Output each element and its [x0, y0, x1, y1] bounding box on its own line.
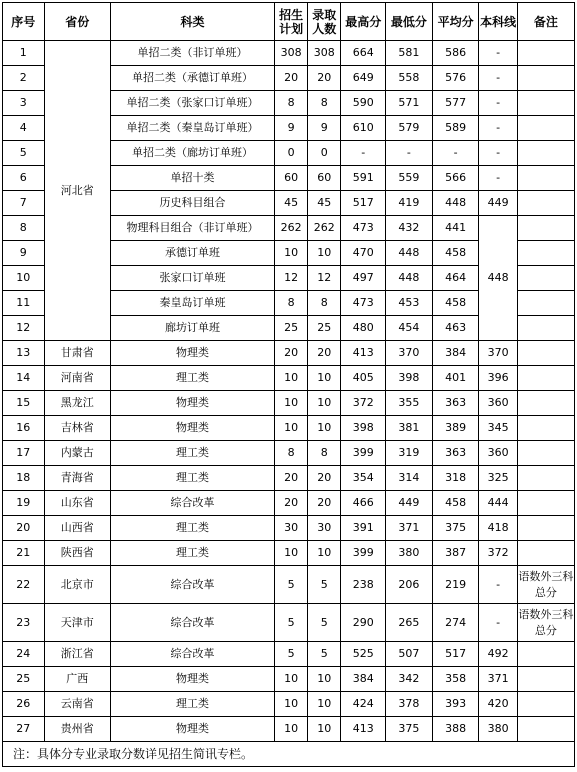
cell-index: 12: [3, 316, 45, 341]
cell-undergrad-line: 360: [479, 441, 517, 466]
cell-min-score: 559: [386, 166, 433, 191]
cell-min-score: 375: [386, 717, 433, 742]
cell-admitted: 20: [308, 466, 341, 491]
table-row: [3, 516, 575, 541]
cell-undergrad-line: -: [479, 141, 517, 166]
cell-remark: [517, 266, 574, 291]
cell-index: 3: [3, 91, 45, 116]
cell-min-score: 571: [386, 91, 433, 116]
cell-admitted: 20: [308, 341, 341, 366]
cell-undergrad-line: 360: [479, 391, 517, 416]
cell-avg-score: 358: [432, 667, 479, 692]
cell-admitted: 8: [308, 441, 341, 466]
cell-category: 单招二类（廊坊订单班）: [110, 141, 274, 166]
cell-max-score: 517: [341, 191, 386, 216]
cell-max-score: 649: [341, 66, 386, 91]
cell-undergrad-line: 449: [479, 191, 517, 216]
cell-undergrad-line: 444: [479, 491, 517, 516]
cell-index: 18: [3, 466, 45, 491]
cell-plan: 5: [274, 642, 307, 667]
cell-plan: 45: [274, 191, 307, 216]
cell-category: 物理类: [110, 717, 274, 742]
cell-undergrad-line: -: [479, 66, 517, 91]
cell-admitted: 10: [308, 391, 341, 416]
cell-max-score: 399: [341, 441, 386, 466]
cell-min-score: 449: [386, 491, 433, 516]
cell-category: 单招十类: [110, 166, 274, 191]
cell-admitted: 30: [308, 516, 341, 541]
cell-category: 承德订单班: [110, 241, 274, 266]
cell-plan: 262: [274, 216, 307, 241]
cell-undergrad-line: -: [479, 566, 517, 604]
cell-avg-score: 448: [432, 191, 479, 216]
cell-category: 物理类: [110, 667, 274, 692]
cell-max-score: 384: [341, 667, 386, 692]
cell-min-score: 370: [386, 341, 433, 366]
cell-avg-score: 576: [432, 66, 479, 91]
cell-remark: [517, 166, 574, 191]
cell-avg-score: -: [432, 141, 479, 166]
table-row: [3, 717, 575, 742]
cell-remark: [517, 441, 574, 466]
cell-undergrad-line: 371: [479, 667, 517, 692]
cell-undergrad-line: -: [479, 166, 517, 191]
cell-admitted: 10: [308, 667, 341, 692]
cell-min-score: 206: [386, 566, 433, 604]
cell-index: 27: [3, 717, 45, 742]
cell-undergrad-line: 420: [479, 692, 517, 717]
cell-remark: [517, 341, 574, 366]
cell-plan: 10: [274, 717, 307, 742]
cell-undergrad-line: 396: [479, 366, 517, 391]
cell-index: 20: [3, 516, 45, 541]
cell-plan: 20: [274, 341, 307, 366]
cell-index: 4: [3, 116, 45, 141]
cell-max-score: 424: [341, 692, 386, 717]
table-row: [3, 642, 575, 667]
cell-province: 北京市: [44, 566, 110, 604]
table-note: 注：具体分专业录取分数详见招生简讯专栏。: [3, 742, 575, 767]
cell-plan: 0: [274, 141, 307, 166]
cell-min-score: 432: [386, 216, 433, 241]
cell-category: 物理科目组合（非订单班）: [110, 216, 274, 241]
cell-min-score: 371: [386, 516, 433, 541]
cell-admitted: 5: [308, 604, 341, 642]
cell-remark: [517, 91, 574, 116]
cell-remark: [517, 541, 574, 566]
cell-max-score: 372: [341, 391, 386, 416]
cell-min-score: 419: [386, 191, 433, 216]
header-province: 省份: [44, 3, 110, 41]
cell-undergrad-line: -: [479, 91, 517, 116]
cell-min-score: 314: [386, 466, 433, 491]
header-plan: 招生计划: [274, 3, 307, 41]
cell-category: 理工类: [110, 692, 274, 717]
cell-max-score: -: [341, 141, 386, 166]
cell-province: 黑龙江: [44, 391, 110, 416]
cell-max-score: 238: [341, 566, 386, 604]
cell-province: 天津市: [44, 604, 110, 642]
header-remark: 备注: [517, 3, 574, 41]
cell-plan: 12: [274, 266, 307, 291]
table-row: [3, 491, 575, 516]
cell-avg-score: 384: [432, 341, 479, 366]
cell-max-score: 413: [341, 717, 386, 742]
note-row: [3, 742, 575, 767]
cell-plan: 10: [274, 667, 307, 692]
cell-admitted: 10: [308, 692, 341, 717]
cell-avg-score: 219: [432, 566, 479, 604]
cell-max-score: 413: [341, 341, 386, 366]
cell-category: 单招二类（秦皇岛订单班）: [110, 116, 274, 141]
cell-province: 吉林省: [44, 416, 110, 441]
cell-category: 综合改革: [110, 642, 274, 667]
table-row: [3, 566, 575, 604]
cell-index: 22: [3, 566, 45, 604]
cell-max-score: 610: [341, 116, 386, 141]
cell-remark: [517, 241, 574, 266]
cell-max-score: 590: [341, 91, 386, 116]
cell-max-score: 399: [341, 541, 386, 566]
cell-plan: 8: [274, 441, 307, 466]
cell-min-score: 381: [386, 416, 433, 441]
cell-admitted: 60: [308, 166, 341, 191]
cell-category: 单招二类（张家口订单班）: [110, 91, 274, 116]
cell-min-score: 453: [386, 291, 433, 316]
cell-max-score: 470: [341, 241, 386, 266]
cell-category: 理工类: [110, 541, 274, 566]
cell-undergrad-line: -: [479, 604, 517, 642]
cell-admitted: 25: [308, 316, 341, 341]
cell-admitted: 8: [308, 91, 341, 116]
table-row: [3, 391, 575, 416]
cell-undergrad-line: -: [479, 116, 517, 141]
cell-index: 21: [3, 541, 45, 566]
cell-avg-score: 517: [432, 642, 479, 667]
cell-plan: 9: [274, 116, 307, 141]
cell-plan: 8: [274, 291, 307, 316]
cell-plan: 60: [274, 166, 307, 191]
cell-index: 5: [3, 141, 45, 166]
cell-max-score: 525: [341, 642, 386, 667]
cell-max-score: 290: [341, 604, 386, 642]
cell-remark: [517, 642, 574, 667]
cell-category: 物理类: [110, 341, 274, 366]
cell-min-score: 342: [386, 667, 433, 692]
cell-max-score: 497: [341, 266, 386, 291]
cell-max-score: 405: [341, 366, 386, 391]
cell-undergrad-line: 448: [479, 216, 517, 341]
cell-min-score: 355: [386, 391, 433, 416]
cell-plan: 20: [274, 466, 307, 491]
cell-avg-score: 389: [432, 416, 479, 441]
cell-undergrad-line: 370: [479, 341, 517, 366]
cell-plan: 308: [274, 41, 307, 66]
cell-avg-score: 577: [432, 91, 479, 116]
table-row: [3, 41, 575, 66]
table-row: [3, 692, 575, 717]
cell-undergrad-line: 492: [479, 642, 517, 667]
cell-category: 物理类: [110, 416, 274, 441]
cell-index: 6: [3, 166, 45, 191]
cell-min-score: 380: [386, 541, 433, 566]
cell-category: 物理类: [110, 391, 274, 416]
cell-plan: 10: [274, 541, 307, 566]
cell-index: 11: [3, 291, 45, 316]
cell-min-score: 378: [386, 692, 433, 717]
cell-remark: [517, 692, 574, 717]
cell-remark: [517, 66, 574, 91]
cell-category: 廊坊订单班: [110, 316, 274, 341]
cell-admitted: 5: [308, 642, 341, 667]
table-row: [3, 541, 575, 566]
cell-index: 26: [3, 692, 45, 717]
cell-avg-score: 566: [432, 166, 479, 191]
cell-index: 9: [3, 241, 45, 266]
cell-max-score: 354: [341, 466, 386, 491]
cell-province: 陕西省: [44, 541, 110, 566]
cell-category: 综合改革: [110, 491, 274, 516]
cell-avg-score: 464: [432, 266, 479, 291]
cell-remark: [517, 141, 574, 166]
cell-province: 内蒙古: [44, 441, 110, 466]
cell-index: 2: [3, 66, 45, 91]
cell-province: 山东省: [44, 491, 110, 516]
cell-avg-score: 318: [432, 466, 479, 491]
header-row: [3, 3, 575, 41]
cell-min-score: 581: [386, 41, 433, 66]
cell-avg-score: 458: [432, 491, 479, 516]
cell-avg-score: 363: [432, 391, 479, 416]
cell-plan: 10: [274, 366, 307, 391]
cell-province: 云南省: [44, 692, 110, 717]
cell-undergrad-line: -: [479, 41, 517, 66]
cell-index: 10: [3, 266, 45, 291]
cell-max-score: 480: [341, 316, 386, 341]
cell-avg-score: 458: [432, 291, 479, 316]
cell-province: 贵州省: [44, 717, 110, 742]
cell-remark: [517, 466, 574, 491]
cell-remark: [517, 667, 574, 692]
cell-remark: [517, 491, 574, 516]
cell-category: 综合改革: [110, 604, 274, 642]
cell-min-score: 558: [386, 66, 433, 91]
cell-plan: 10: [274, 241, 307, 266]
table-body: [3, 3, 575, 767]
cell-min-score: 507: [386, 642, 433, 667]
header-max-score: 最高分: [341, 3, 386, 41]
cell-category: 理工类: [110, 441, 274, 466]
cell-max-score: 473: [341, 291, 386, 316]
cell-avg-score: 375: [432, 516, 479, 541]
cell-max-score: 591: [341, 166, 386, 191]
cell-index: 13: [3, 341, 45, 366]
table-row: [3, 466, 575, 491]
cell-avg-score: 401: [432, 366, 479, 391]
cell-min-score: 579: [386, 116, 433, 141]
cell-index: 1: [3, 41, 45, 66]
cell-remark: [517, 416, 574, 441]
cell-avg-score: 441: [432, 216, 479, 241]
cell-admitted: 308: [308, 41, 341, 66]
cell-remark: [517, 116, 574, 141]
table-row: [3, 341, 575, 366]
cell-plan: 10: [274, 416, 307, 441]
cell-admitted: 12: [308, 266, 341, 291]
cell-category: 理工类: [110, 466, 274, 491]
cell-index: 23: [3, 604, 45, 642]
cell-plan: 8: [274, 91, 307, 116]
cell-plan: 20: [274, 66, 307, 91]
cell-avg-score: 388: [432, 717, 479, 742]
cell-category: 单招二类（承德订单班）: [110, 66, 274, 91]
cell-admitted: 5: [308, 566, 341, 604]
cell-plan: 20: [274, 491, 307, 516]
cell-category: 理工类: [110, 366, 274, 391]
cell-avg-score: 463: [432, 316, 479, 341]
cell-admitted: 262: [308, 216, 341, 241]
cell-admitted: 10: [308, 541, 341, 566]
cell-max-score: 391: [341, 516, 386, 541]
admission-score-table: [2, 2, 575, 767]
cell-admitted: 0: [308, 141, 341, 166]
cell-province: 河北省: [44, 41, 110, 341]
cell-category: 历史科目组合: [110, 191, 274, 216]
cell-undergrad-line: 372: [479, 541, 517, 566]
cell-min-score: -: [386, 141, 433, 166]
table-row: [3, 667, 575, 692]
cell-province: 甘肃省: [44, 341, 110, 366]
cell-undergrad-line: 345: [479, 416, 517, 441]
cell-undergrad-line: 418: [479, 516, 517, 541]
cell-category: 理工类: [110, 516, 274, 541]
cell-index: 8: [3, 216, 45, 241]
header-avg-score: 平均分: [432, 3, 479, 41]
cell-plan: 10: [274, 692, 307, 717]
cell-admitted: 9: [308, 116, 341, 141]
cell-remark: [517, 516, 574, 541]
cell-admitted: 10: [308, 416, 341, 441]
cell-remark: [517, 366, 574, 391]
cell-max-score: 398: [341, 416, 386, 441]
cell-max-score: 664: [341, 41, 386, 66]
cell-province: 山西省: [44, 516, 110, 541]
cell-index: 24: [3, 642, 45, 667]
cell-category: 张家口订单班: [110, 266, 274, 291]
cell-category: 综合改革: [110, 566, 274, 604]
table-row: [3, 604, 575, 642]
cell-min-score: 448: [386, 266, 433, 291]
cell-index: 15: [3, 391, 45, 416]
cell-remark: 语数外三科总分: [517, 604, 574, 642]
cell-undergrad-line: 380: [479, 717, 517, 742]
cell-category: 秦皇岛订单班: [110, 291, 274, 316]
cell-admitted: 45: [308, 191, 341, 216]
table-row: [3, 416, 575, 441]
cell-avg-score: 387: [432, 541, 479, 566]
cell-max-score: 473: [341, 216, 386, 241]
cell-avg-score: 393: [432, 692, 479, 717]
cell-min-score: 398: [386, 366, 433, 391]
cell-remark: [517, 717, 574, 742]
cell-min-score: 454: [386, 316, 433, 341]
cell-index: 16: [3, 416, 45, 441]
cell-index: 19: [3, 491, 45, 516]
header-category: 科类: [110, 3, 274, 41]
cell-min-score: 448: [386, 241, 433, 266]
cell-remark: [517, 391, 574, 416]
cell-min-score: 265: [386, 604, 433, 642]
cell-min-score: 319: [386, 441, 433, 466]
cell-avg-score: 274: [432, 604, 479, 642]
cell-province: 浙江省: [44, 642, 110, 667]
cell-plan: 5: [274, 566, 307, 604]
cell-admitted: 8: [308, 291, 341, 316]
table-row: [3, 441, 575, 466]
cell-admitted: 10: [308, 366, 341, 391]
cell-admitted: 10: [308, 717, 341, 742]
cell-province: 河南省: [44, 366, 110, 391]
cell-index: 25: [3, 667, 45, 692]
cell-undergrad-line: 325: [479, 466, 517, 491]
cell-province: 广西: [44, 667, 110, 692]
table-row: [3, 366, 575, 391]
cell-plan: 5: [274, 604, 307, 642]
cell-category: 单招二类（非订单班）: [110, 41, 274, 66]
header-undergrad-line: 本科线: [479, 3, 517, 41]
cell-plan: 25: [274, 316, 307, 341]
cell-remark: [517, 316, 574, 341]
cell-index: 7: [3, 191, 45, 216]
cell-admitted: 20: [308, 491, 341, 516]
cell-remark: [517, 291, 574, 316]
cell-remark: [517, 41, 574, 66]
cell-admitted: 20: [308, 66, 341, 91]
cell-plan: 10: [274, 391, 307, 416]
cell-avg-score: 363: [432, 441, 479, 466]
cell-index: 14: [3, 366, 45, 391]
cell-remark: [517, 216, 574, 241]
cell-avg-score: 589: [432, 116, 479, 141]
cell-index: 17: [3, 441, 45, 466]
cell-remark: [517, 191, 574, 216]
header-min-score: 最低分: [386, 3, 433, 41]
cell-remark: 语数外三科总分: [517, 566, 574, 604]
cell-plan: 30: [274, 516, 307, 541]
header-index: 序号: [3, 3, 45, 41]
cell-province: 青海省: [44, 466, 110, 491]
cell-avg-score: 458: [432, 241, 479, 266]
cell-max-score: 466: [341, 491, 386, 516]
header-admitted: 录取人数: [308, 3, 341, 41]
cell-admitted: 10: [308, 241, 341, 266]
cell-avg-score: 586: [432, 41, 479, 66]
